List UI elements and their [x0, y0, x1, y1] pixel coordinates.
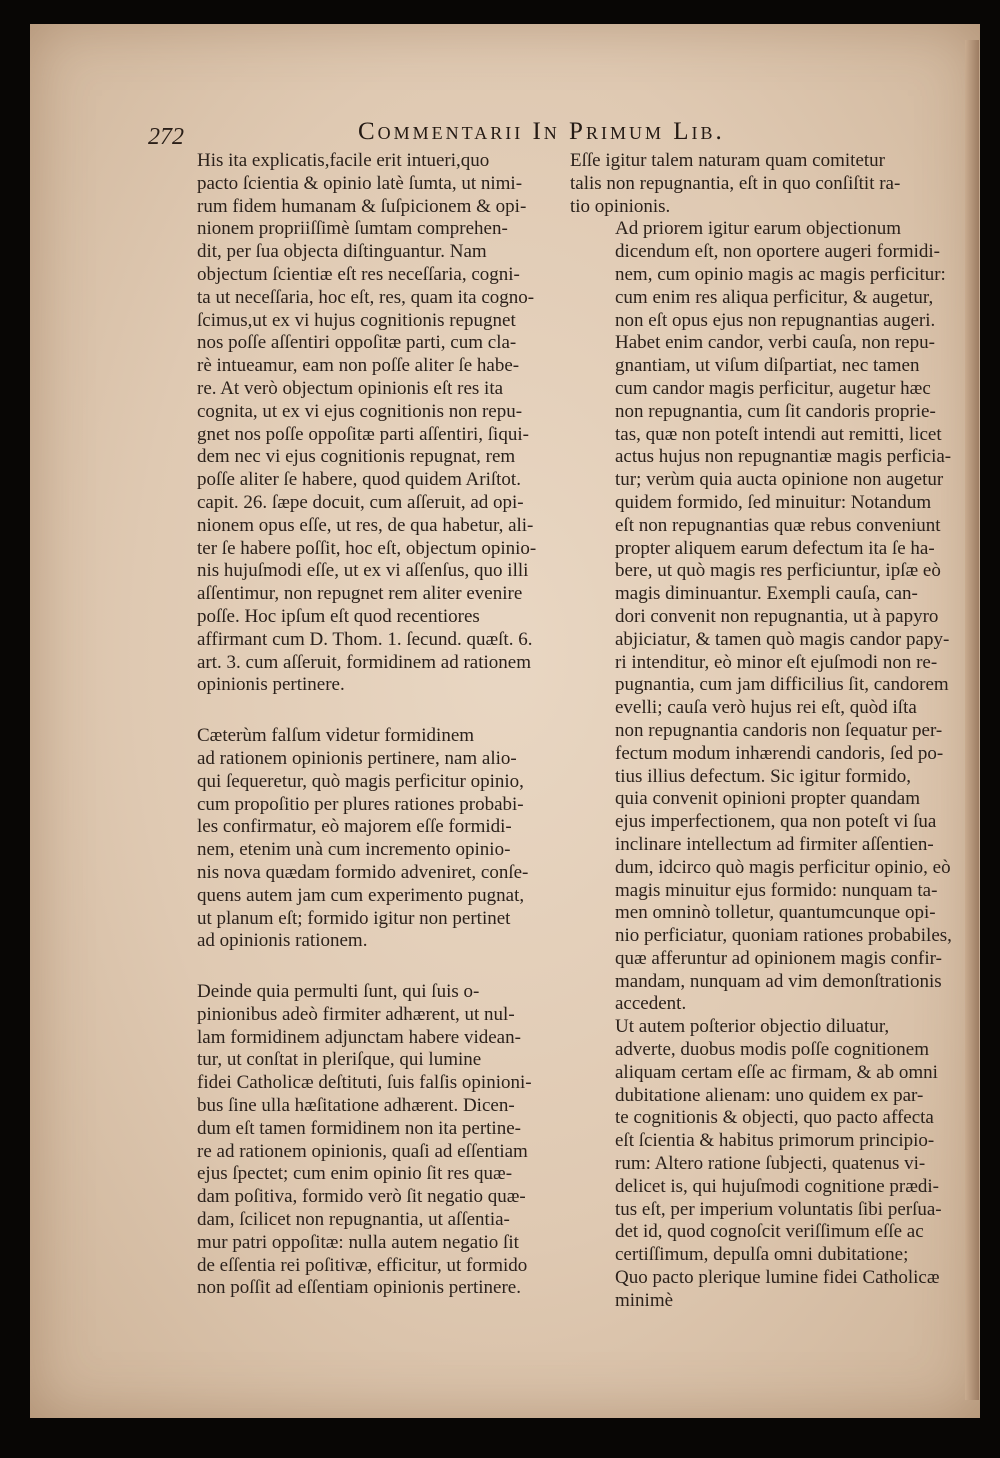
text-line: ſcimus,ut ex vi hujus cognitionis repugnet [197, 309, 516, 331]
text-line: non repugnantia, cum ſit candoris proprie- [615, 400, 936, 422]
text-line: te cognitionis & objecti, quo pacto affecta [615, 1107, 934, 1129]
text-line: nos poſſe aſſentiri oppoſitæ parti, cum cla- [197, 332, 517, 354]
text-line: delicet is, qui hujuſmodi cognitione prædi- [615, 1175, 940, 1197]
text-line: ejus ſpectet; cum enim opinio ſit res quæ- [197, 1163, 513, 1185]
text-line: talis non repugnantia, eſt in quo conſiſtit ra- [570, 172, 901, 194]
text-line: ut planum eſt; formido igitur non pertinet [197, 907, 511, 929]
text-line: opinionis pertinere. [197, 674, 345, 696]
text-line: nis hujuſmodi eſſe, ut ex vi aſſenſus, quo illi [197, 560, 529, 582]
text-line: nio perficiatur, quoniam rationes probabiles, [615, 925, 952, 947]
text-line: dam poſitiva, formido verò ſit negatio quæ- [197, 1186, 526, 1208]
text-line: quidem formido, ſed minuitur: Notandum [615, 491, 932, 513]
paragraph [570, 150, 965, 218]
text-line: Habet enim candor, verbi cauſa, non repu- [615, 332, 935, 354]
text-line: re. At verò objectum opinionis eſt res ita [197, 377, 504, 399]
text-line: cognita, ut ex vi ejus cognitionis non repu- [197, 400, 523, 422]
text-line: nem, cum opinio magis ac magis perficitur: [615, 263, 946, 285]
text-line: objectum ſcientiæ eſt res neceſſaria, cogni- [197, 263, 520, 285]
text-line: bus ſine ulla hæſitatione adhærent. Dicen- [197, 1095, 515, 1117]
text-line: dem nec vi ejus cognitionis repugnat, rem [197, 446, 516, 468]
text-line: art. 3. cum aſſeruit, formidinem ad rationem [197, 651, 531, 673]
text-line: tur, ut conſtat in pleriſque, qui lumine [197, 1049, 482, 1071]
text-line: cum enim res aliqua perficitur, & augetur, [615, 286, 934, 308]
text-line: minimè [615, 1289, 674, 1311]
text-line: Ut autem poſterior objectio diluatur, [615, 1016, 890, 1038]
text-line: ejus imperfectionem, qua non poteſt vi ſua [615, 811, 937, 833]
text-line: rum fidem humanam & ſuſpicionem & opi- [197, 195, 527, 217]
text-line: poſſe aliter ſe habere, quod quidem Ariſtot. [197, 469, 521, 491]
text-line: les confirmatur, eò majorem eſſe formidi- [197, 816, 512, 838]
text-line: accedent. [615, 993, 687, 1015]
text-line: His ita explicatis,facile erit intueri,quo [197, 150, 490, 171]
text-line: tius illius defectum. Sic igitur formido, [615, 765, 912, 787]
paragraph [152, 981, 552, 1300]
text-line: bere, ut quò magis res perficiuntur, ipſæ eò [615, 560, 941, 582]
text-line: poſſe. Hoc ipſum eſt quod recentiores [197, 605, 480, 627]
text-line: propter aliquem earum defectum ita ſe ha- [615, 537, 935, 559]
text-line: dit, per ſua objecta diſtinguantur. Nam [197, 241, 487, 263]
text-line: re ad rationem opinionis, quaſi ad eſſentiam [197, 1140, 528, 1162]
text-line: rè intueamur, eam non poſſe aliter ſe habe- [197, 355, 520, 377]
text-line: rum: Altero ratione ſubjecti, quatenus vi- [615, 1153, 926, 1175]
text-line: dicendum eſt, non oportere augeri formidi- [615, 241, 941, 263]
text-line: fectum modum inhærendi candoris, ſed po- [615, 742, 944, 764]
text-line: aſſentimur, non repugnet rem aliter evenire [197, 583, 523, 605]
text-line: gnet nos poſſe oppoſitæ parti aſſentiri, ſiqui- [197, 423, 529, 445]
running-title: Commentarii In Primum Lib. [358, 118, 725, 145]
text-line: ter ſe habere poſſit, hoc eſt, objectum opinio- [197, 537, 537, 559]
text-line: quens autem jam cum experimento pugnat, [197, 884, 525, 906]
text-line: evelli; cauſa verò hujus rei eſt, quòd iſta [615, 697, 917, 719]
text-line: dum eſt tamen formidinem non ita pertine- [197, 1117, 521, 1139]
text-line: ta ut neceſſaria, hoc eſt, res, quam ita cogno- [197, 286, 535, 308]
left-column [152, 150, 552, 1300]
paragraph [152, 725, 552, 953]
text-line: Deinde quia permulti ſunt, qui ſuis o- [197, 981, 480, 1003]
text-line: Ad priorem igitur earum objectionum [615, 218, 901, 240]
text-line: tas, quæ non poteſt intendi aut remitti, licet [615, 423, 942, 445]
paragraph [570, 1016, 965, 1312]
text-line: nis nova quædam formido adveniret, conſe- [197, 861, 529, 883]
text-line: tus eſt, per imperium voluntatis ſibi perſua- [615, 1198, 942, 1220]
text-line: dam, ſcilicet non repugnantia, ut aſſentia- [197, 1209, 510, 1231]
text-line: mandam, nunquam ad vim demonſtrationis [615, 970, 942, 992]
text-line: eſt ſcientia & habitus primorum principio- [615, 1130, 935, 1152]
text-line: Cæterùm falſum videtur formidinem [197, 725, 475, 747]
text-line: det id, quod cognoſcit veriſſimum eſſe ac [615, 1221, 924, 1243]
text-line: capit. 26. ſæpe docuit, cum aſſeruit, ad opi- [197, 491, 524, 513]
text-line: cum candor magis perficitur, augetur hæc [615, 377, 931, 399]
text-line: gnantiam, ut viſum diſpartiat, nec tamen [615, 355, 920, 377]
text-line: men omninò tolletur, quantumcunque opi- [615, 902, 936, 924]
text-line: pinionibus adeò firmiter adhærent, ut nul- [197, 1003, 515, 1025]
text-line: affirmant cum D. Thom. 1. ſecund. quæſt. 6. [197, 628, 533, 650]
page-number: 272 [148, 124, 184, 150]
text-line: inclinare intellectum ad firmiter aſſentien- [615, 833, 934, 855]
text-line: adverte, duobus modis poſſe cognitionem [615, 1039, 929, 1061]
text-line: mur patri oppoſitæ: nulla autem negatio ſit [197, 1231, 519, 1253]
paragraph [152, 150, 552, 697]
text-line: nem, etenim unà cum incremento opinio- [197, 839, 511, 861]
text-line: abjiciatur, & tamen quò magis candor papy- [615, 628, 950, 650]
text-line: non poſſit ad eſſentiam opinionis pertinere. [197, 1277, 521, 1299]
text-line: non repugnantia candoris non ſequatur per- [615, 719, 943, 741]
text-line: nionem opus eſſe, ut res, de qua habetur, ali- [197, 514, 534, 536]
page-edge [965, 40, 979, 1400]
text-line: magis diminuantur. Exempli cauſa, can- [615, 583, 918, 605]
text-line: ad opinionis rationem. [197, 930, 368, 952]
text-line: ri intenditur, eò minor eſt ejuſmodi non re- [615, 651, 938, 673]
text-line: magis minuitur ejus formido: nunquam ta- [615, 879, 938, 901]
text-line: Eſſe igitur talem naturam quam comitetur [570, 150, 885, 171]
text-line: tio opinionis. [570, 195, 671, 217]
text-line: tur; verùm quia aucta opinione non augetur [615, 469, 944, 491]
text-line: lam formidinem adjunctam habere videan- [197, 1026, 521, 1048]
text-line: pacto ſcientia & opinio latè ſumta, ut nimi- [197, 172, 523, 194]
text-line: dori convenit non repugnantia, ut à papyro [615, 605, 939, 627]
text-line: fidei Catholicæ deſtituti, ſuis falſis opinioni- [197, 1072, 532, 1094]
text-line: certiſſimum, depulſa omni dubitatione; [615, 1244, 909, 1266]
text-line: quia convenit opinioni propter quandam [615, 788, 920, 810]
text-line: dubitatione alienam: uno quidem ex par- [615, 1084, 924, 1106]
right-column [570, 150, 965, 1313]
text-line: cum propoſitio per plures rationes probabi- [197, 793, 524, 815]
text-line: dum, idcirco quò magis perficitur opinio, eò [615, 856, 951, 878]
text-line: ad rationem opinionis pertinere, nam alio- [197, 747, 517, 769]
paragraph [570, 218, 965, 1016]
text-line: eſt non repugnantias quæ rebus conveniunt [615, 514, 941, 536]
text-line: actus hujus non repugnantiæ magis perficia- [615, 446, 952, 468]
text-line: aliquam certam eſſe ac firmam, & ab omni [615, 1061, 938, 1083]
text-line: de eſſentia rei poſitivæ, efficitur, ut formido [197, 1254, 528, 1276]
text-line: non eſt opus ejus non repugnantias augeri. [615, 309, 936, 331]
text-line: nionem propriiſſimè ſumtam comprehen- [197, 218, 508, 240]
text-line: quæ afferuntur ad opinionem magis confir- [615, 947, 942, 969]
text-line: qui ſequeretur, quò magis perficitur opinio, [197, 770, 524, 792]
text-line: pugnantia, cum jam difficilius ſit, candorem [615, 674, 949, 696]
text-line: Quo pacto plerique lumine fidei Catholicæ [615, 1267, 940, 1289]
